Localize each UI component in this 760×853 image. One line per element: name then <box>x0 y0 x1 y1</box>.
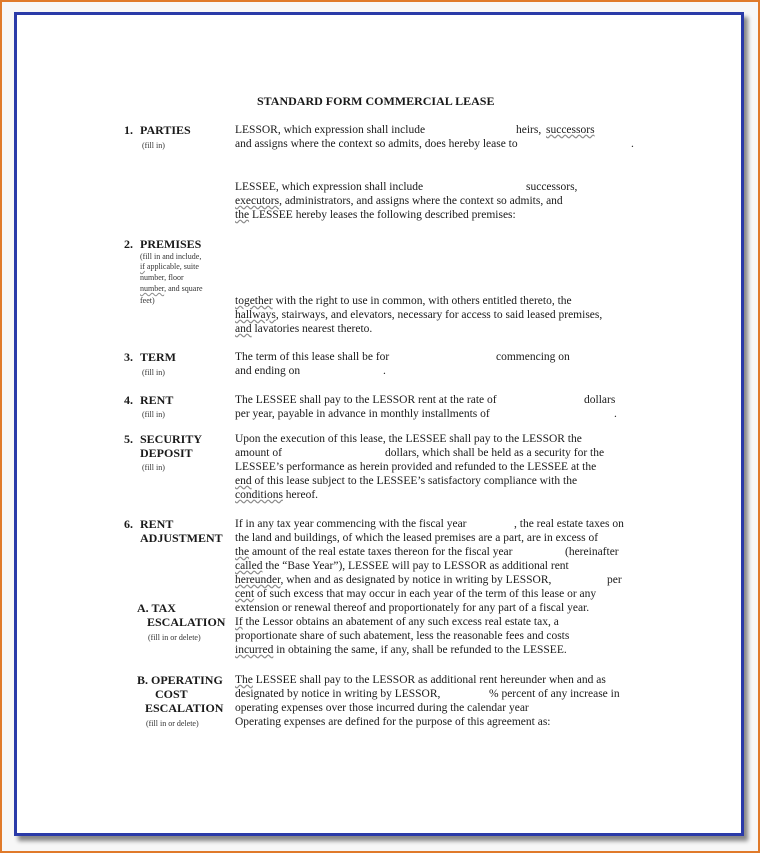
clause-text: . <box>631 138 634 150</box>
fill-in-note: number <box>140 284 165 293</box>
section-heading-rent-adjustment: RENT <box>140 517 174 531</box>
clause-text: called <box>235 560 263 572</box>
clause-text: successors <box>546 124 595 136</box>
clause-text: designated by notice in writing by LESSOR, <box>235 688 441 700</box>
section-heading-parties: PARTIES <box>140 123 191 137</box>
section-number: 4. <box>124 393 133 407</box>
clause-text: and <box>235 323 252 335</box>
clause-text: and ending on <box>235 365 301 377</box>
clause-text: the land and buildings, of which the leased premises are a part, are in excess of <box>235 532 599 544</box>
clause-text: If in any tax year commencing with the fiscal year <box>235 518 467 530</box>
section-number: 1. <box>124 123 133 137</box>
clause-text: executors <box>235 195 280 207</box>
section-heading-premises: PREMISES <box>140 237 202 251</box>
clause-text: together <box>235 295 273 307</box>
clause-text: incurred <box>235 644 274 656</box>
clause-text: heirs, <box>516 124 542 136</box>
clause-text: LESSEE shall pay to the LESSOR as additional rent hereunder when and as <box>252 674 606 686</box>
fill-in-note: (fill in) <box>142 141 165 150</box>
clause-text: in obtaining the same, if any, shall be refunded to the LESSEE. <box>273 644 567 656</box>
section-heading-adjustment: ADJUSTMENT <box>140 531 223 545</box>
clause-text: the Lessor obtains an abatement of any such excess real estate tax, a <box>242 616 559 628</box>
clause-text: The term of this lease shall be for <box>235 351 390 363</box>
clause-text: If <box>235 616 243 628</box>
fill-in-note: (fill in) <box>142 368 165 377</box>
document-title: STANDARD FORM COMMERCIAL LEASE <box>257 94 495 108</box>
clause-text: amount of <box>235 447 282 459</box>
clause-text: and assigns where the context so admits, does hereby lease to <box>235 138 518 150</box>
clause-text: (hereinafter <box>565 546 619 558</box>
fill-in-note: number, floor <box>140 273 184 282</box>
clause-text: commencing on <box>496 351 570 363</box>
clause-text: proportionate share of such abatement, less the reasonable fees and costs <box>235 630 570 642</box>
clause-text: successors, <box>526 181 578 193</box>
fill-in-note: (fill in and include, <box>140 252 202 261</box>
clause-text: . <box>614 408 617 420</box>
clause-text: per <box>607 574 622 586</box>
clause-text: cent <box>235 588 255 600</box>
subsection-heading-cost-escalation: ESCALATION <box>145 701 224 715</box>
subsection-heading-cost: COST <box>155 687 188 701</box>
clause-text: extension or renewal thereof and proportionately for any part of a fiscal year. <box>235 602 590 614</box>
clause-text: the <box>235 209 250 221</box>
clause-text: per year, payable in advance in monthly installments of <box>235 408 490 420</box>
fill-in-note: applicable, suite <box>144 262 199 271</box>
fill-in-note: (fill in or delete) <box>148 633 201 642</box>
clause-text: , the real estate taxes on <box>514 518 624 530</box>
clause-text: the <box>235 546 250 558</box>
clause-text: Upon the execution of this lease, the LESSEE shall pay to the LESSOR the <box>235 433 582 445</box>
clause-text: LESSEE’s performance as herein provided and refunded to the LESSEE at the <box>235 461 597 473</box>
subsection-heading-escalation: ESCALATION <box>147 615 226 629</box>
clause-text: of such excess that may occur in each year of the term of this lease or any <box>254 588 597 600</box>
clause-text: % percent of any increase in <box>489 688 620 700</box>
clause-text: hallways <box>235 309 276 321</box>
clause-text: end <box>235 475 252 487</box>
clause-text: dollars, which shall be held as a security for the <box>385 447 605 459</box>
clause-text: The <box>235 674 253 686</box>
clause-text: Operating expenses are defined for the purpose of this agreement as: <box>235 716 551 728</box>
subsection-heading-tax: A. TAX <box>137 601 176 615</box>
clause-text: , stairways, and elevators, necessary for access to said leased premises, <box>275 309 603 321</box>
clause-text: dollars <box>584 394 616 406</box>
clause-text: , administrators, and assigns where the context so admits, and <box>279 195 563 207</box>
clause-text: LESSEE, which expression shall include <box>235 181 424 193</box>
fill-in-note: feet) <box>140 296 155 305</box>
clause-text: LESSOR, which expression shall include <box>235 124 426 136</box>
section-number: 3. <box>124 350 133 364</box>
section-number: 5. <box>124 432 133 446</box>
section-number: 6. <box>124 517 133 531</box>
clause-text: hereof. <box>282 489 319 501</box>
clause-text: the “Base Year”), LESSEE will pay to LESSOR as additional rent <box>262 560 569 572</box>
section-number: 2. <box>124 237 133 251</box>
clause-text: with the right to use in common, with others entitled thereto, the <box>272 295 572 307</box>
section-heading-term: TERM <box>140 350 176 364</box>
fill-in-note: (fill in) <box>142 463 165 472</box>
fill-in-note: (fill in or delete) <box>146 719 199 728</box>
section-heading-security: SECURITY <box>140 432 203 446</box>
section-heading-rent: RENT <box>140 393 174 407</box>
clause-text: conditions <box>235 489 283 501</box>
subsection-heading-operating: B. OPERATING <box>137 673 223 687</box>
clause-text: LESSEE hereby leases the following described premises: <box>249 209 516 221</box>
fill-in-note: if <box>140 262 145 271</box>
clause-text: hereunder <box>235 574 281 586</box>
clause-text: The LESSEE shall pay to the LESSOR rent at the rate of <box>235 394 497 406</box>
clause-text: of this lease subject to the LESSEE’s satisfactory compliance with the <box>251 475 578 487</box>
clause-text: lavatories nearest thereto. <box>251 323 373 335</box>
fill-in-note: , and square <box>164 284 203 293</box>
clause-text: , when and as designated by notice in writing by LESSOR, <box>280 574 552 586</box>
clause-text: amount of the real estate taxes thereon for the fiscal year <box>249 546 513 558</box>
fill-in-note: (fill in) <box>142 410 165 419</box>
section-heading-deposit: DEPOSIT <box>140 446 193 460</box>
clause-text: operating expenses over those incurred during the calendar year <box>235 702 529 714</box>
clause-text: . <box>383 365 386 377</box>
